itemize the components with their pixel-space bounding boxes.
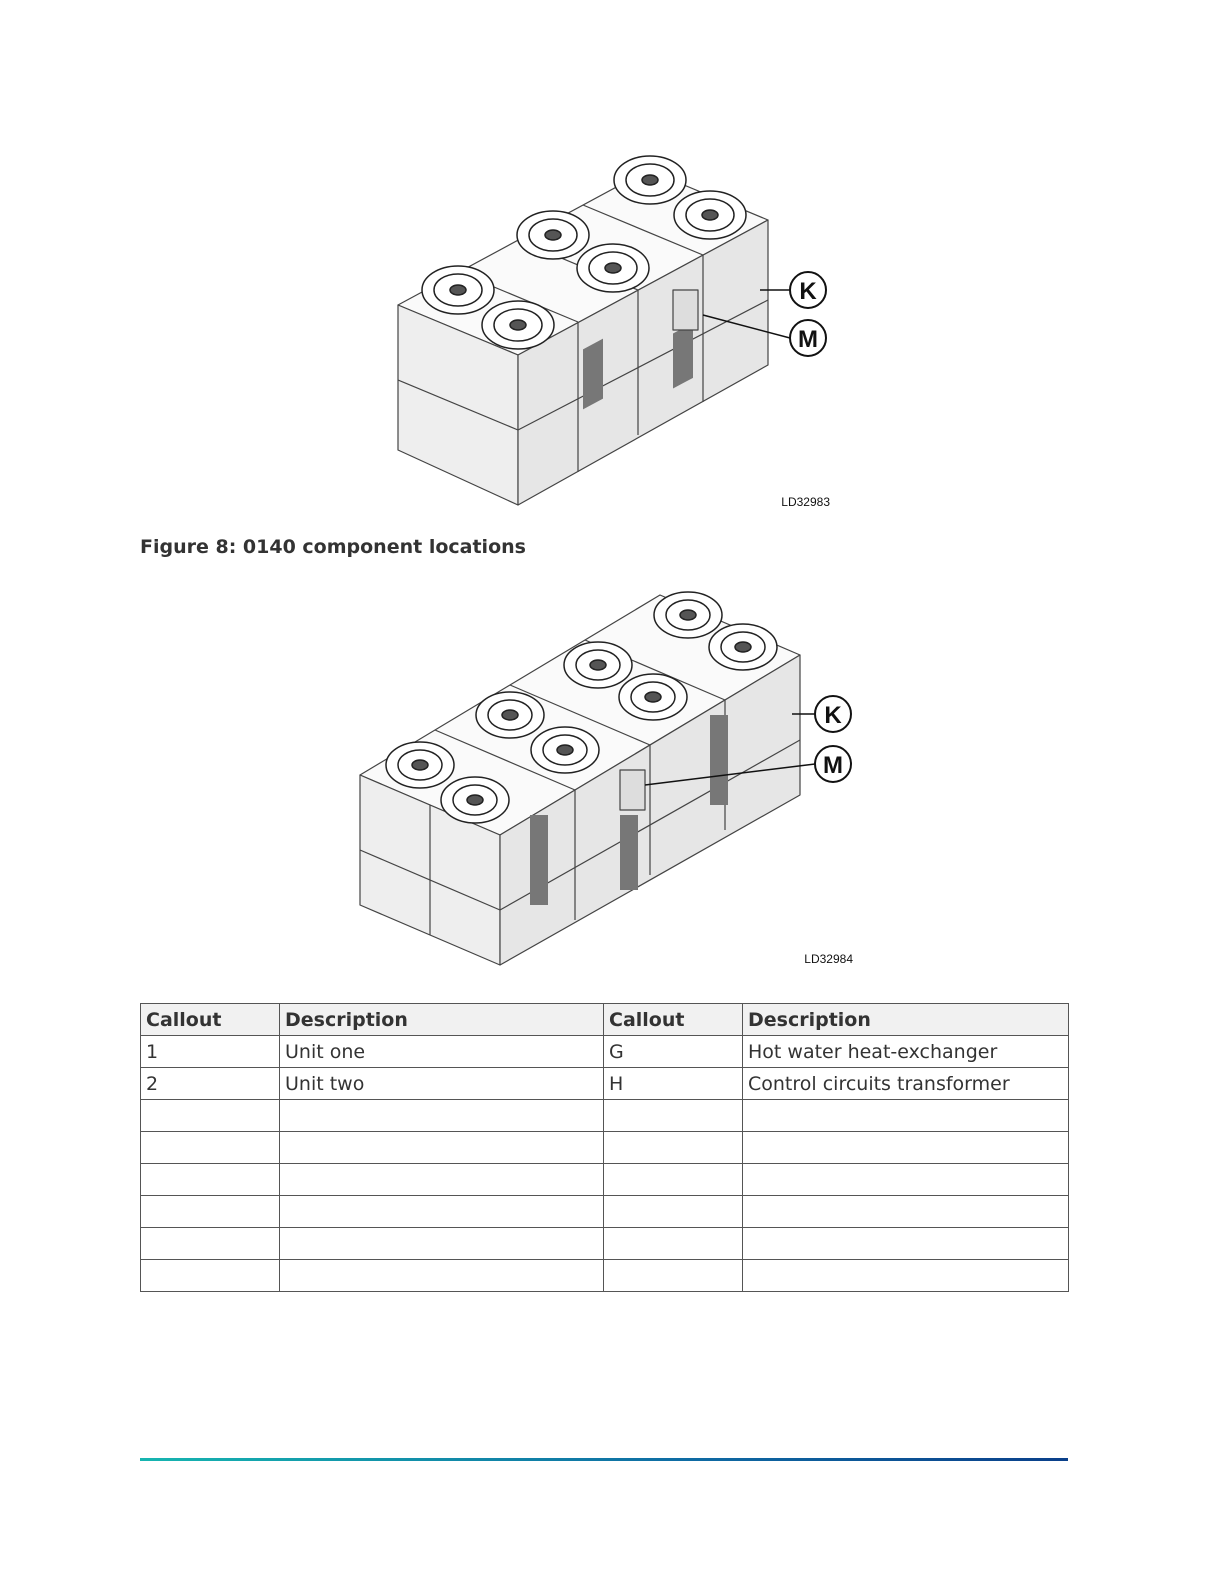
drawing-id-label: LD32983 — [781, 495, 830, 509]
callout-m-marker — [790, 320, 826, 356]
table-cell — [604, 1164, 743, 1196]
table-cell — [604, 1260, 743, 1292]
callout-m-letter: M — [823, 752, 843, 779]
table-cell — [743, 1260, 1069, 1292]
table-cell: Unit two — [280, 1068, 604, 1100]
table-cell — [141, 1100, 280, 1132]
table-cell — [743, 1100, 1069, 1132]
table-cell — [604, 1196, 743, 1228]
table-cell — [280, 1228, 604, 1260]
table-row — [141, 1196, 1069, 1228]
chiller-unit-illustration — [330, 585, 870, 975]
table-row — [141, 1260, 1069, 1292]
table-cell — [280, 1132, 604, 1164]
table-row — [141, 1100, 1069, 1132]
table-cell — [141, 1196, 280, 1228]
table-cell — [280, 1260, 604, 1292]
callout-m-marker — [815, 746, 851, 782]
table-header-row — [141, 1004, 1069, 1036]
column-header: Callout — [141, 1004, 280, 1036]
table-cell — [141, 1164, 280, 1196]
table-cell — [604, 1228, 743, 1260]
figure-top — [388, 150, 838, 515]
callout-table — [140, 1003, 1069, 1292]
table-cell — [743, 1164, 1069, 1196]
table-row — [141, 1068, 1069, 1100]
table-cell — [743, 1196, 1069, 1228]
callout-m-letter: M — [798, 326, 818, 353]
table-row — [141, 1164, 1069, 1196]
table-cell — [743, 1228, 1069, 1260]
table-cell: H — [604, 1068, 743, 1100]
column-header: Description — [743, 1004, 1069, 1036]
table-cell: Hot water heat-exchanger — [743, 1036, 1069, 1068]
table-cell — [604, 1100, 743, 1132]
table-row — [141, 1132, 1069, 1164]
figure-caption: Figure 8: 0140 component locations — [140, 536, 526, 558]
column-header: Description — [280, 1004, 604, 1036]
callout-k-marker — [815, 696, 851, 732]
table-cell — [141, 1132, 280, 1164]
callout-k-marker — [790, 272, 826, 308]
table-cell: 1 — [141, 1036, 280, 1068]
table-cell — [280, 1100, 604, 1132]
chiller-unit-illustration — [388, 150, 838, 515]
figure-bottom — [330, 585, 870, 975]
table-cell — [280, 1196, 604, 1228]
table-cell: G — [604, 1036, 743, 1068]
table-cell — [141, 1260, 280, 1292]
table-cell — [280, 1164, 604, 1196]
drawing-id-label: LD32984 — [804, 952, 853, 966]
table-cell: Control circuits transformer — [743, 1068, 1069, 1100]
table-row — [141, 1036, 1069, 1068]
table-cell — [141, 1228, 280, 1260]
table-cell: 2 — [141, 1068, 280, 1100]
table-cell — [743, 1132, 1069, 1164]
callout-k-letter: K — [799, 278, 817, 305]
table-cell: Unit one — [280, 1036, 604, 1068]
column-header: Callout — [604, 1004, 743, 1036]
callout-k-letter: K — [824, 702, 842, 729]
footer-rule — [140, 1458, 1068, 1461]
table-row — [141, 1228, 1069, 1260]
table-cell — [604, 1132, 743, 1164]
